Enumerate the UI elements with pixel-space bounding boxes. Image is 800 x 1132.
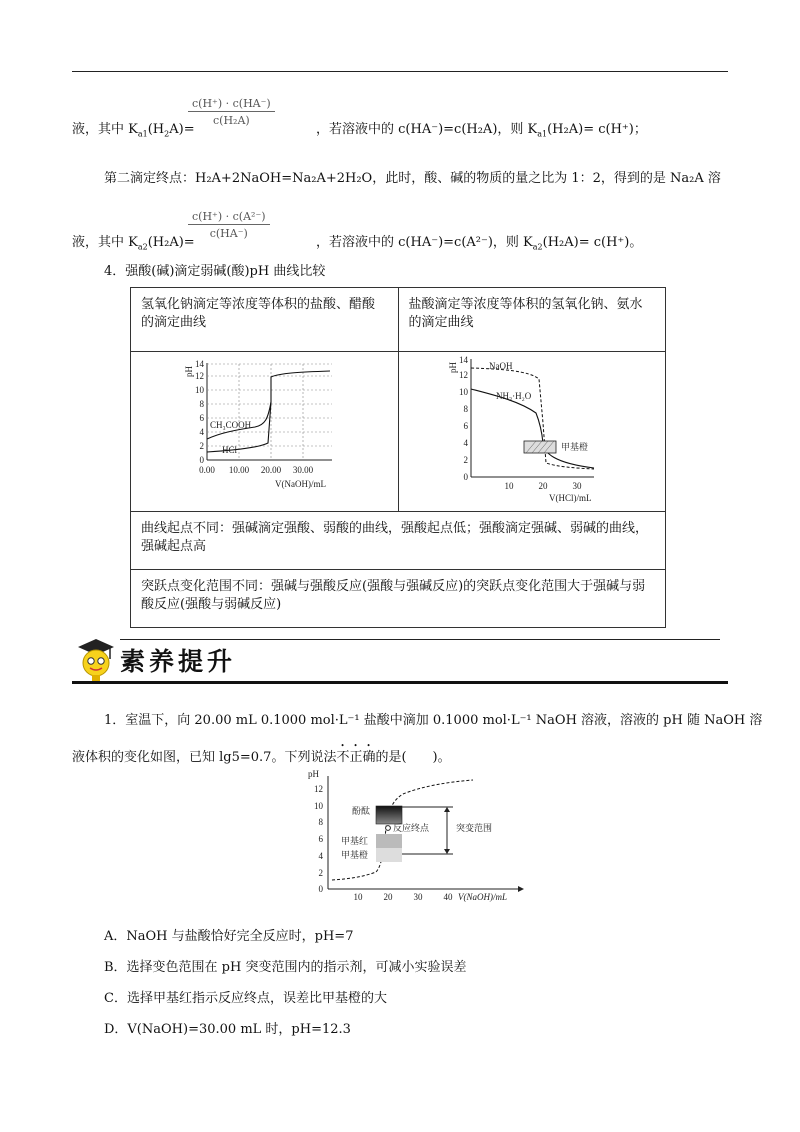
svg-text:10: 10 [195,385,204,395]
ka1-numerator: c(H⁺) · c(HA⁻) [192,97,271,110]
svg-text:0.00: 0.00 [199,465,215,475]
methyl-orange-band [524,441,556,453]
option-d: D．V(NaOH)=30.00 mL 时，pH=12.3 [104,1022,351,1037]
section-banner-title: 素养提升 [120,647,237,676]
naoh-curve [471,368,594,469]
svg-text:14: 14 [459,355,468,365]
question-1-line2: 液体积的变化如图，已知 lg5=0.7。下列说法不正确的是( )。 [72,750,451,765]
option-b: B．选择变色范围在 pH 突变范围内的指示剂，可减小实验误差 [104,960,467,975]
label-range: 突变范围 [456,823,493,833]
x-ticks [354,892,454,902]
emphasis-not-correct: 不正确 [336,750,376,765]
svg-text:30: 30 [572,481,582,491]
svg-text:6: 6 [463,421,468,431]
ka2-denominator: c(HA⁻) [209,227,248,240]
ka1-denominator: c(H₂A) [213,114,250,127]
svg-text:2: 2 [318,868,323,878]
y-ticks [459,355,469,482]
svg-text:0: 0 [199,455,204,465]
y-ticks [314,784,324,894]
svg-text:8: 8 [318,817,323,827]
label-methyl-orange: 甲基橙 [561,442,589,452]
svg-text:20.00: 20.00 [260,465,282,475]
table-head-left: 氢氧化钠滴定等浓度等体积的盐酸、醋酸的滴定曲线 [131,288,399,352]
label-nh3: NH₃·H₂O [496,391,532,401]
ka2-numerator: c(H⁺) · c(A²⁻) [192,210,266,223]
table-row-start-point: 曲线起点不同：强碱滴定强酸、弱酸的曲线，强酸起点低；强酸滴定强碱、弱碱的曲线，强碱起点高 [131,512,666,570]
label-phenolphthalein: 酚酞 [352,806,371,816]
svg-text:6: 6 [318,834,323,844]
banner-rule-thick [72,681,728,684]
nh3-curve [471,389,594,468]
x-ticks [199,465,314,475]
svg-text:10: 10 [353,892,363,902]
scholar-mascot-icon [72,637,118,683]
methyl-orange-band [376,848,402,862]
option-a: A．NaOH 与盐酸恰好完全反应时，pH=7 [104,929,354,944]
label-hcl: HCl [222,445,238,455]
option-c: C．选择甲基红指示反应终点，误差比甲基橙的大 [104,991,387,1006]
svg-text:12: 12 [314,784,323,794]
second-endpoint-line: 第二滴定终点：H₂A+2NaOH=Na₂A+2H₂O，此时，酸、碱的物质的量之比为 1：2，得到的是 Na₂A 溶 [104,171,721,186]
para1-tail: ，若溶液中的 c(HA⁻)=c(H₂A)，则 $K_{a1}(H_2A)= c(H^+)$； [316,122,647,139]
ka1-fraction [188,97,275,127]
svg-text:4: 4 [318,851,323,861]
label-methyl-orange: 甲基橙 [341,850,369,860]
chart-naoh-titration [180,357,350,497]
svg-text:30: 30 [413,892,423,902]
svg-text:20: 20 [383,892,393,902]
chart-question-titration [298,768,538,903]
svg-text:10: 10 [314,801,323,811]
y-ticks [195,359,205,465]
svg-text:10: 10 [504,481,514,491]
banner-rule-thin [120,639,720,640]
svg-text:0: 0 [318,884,323,894]
svg-text:8: 8 [463,404,468,414]
svg-text:4: 4 [463,438,468,448]
header-rule [72,71,728,72]
svg-text:0: 0 [463,472,468,482]
y-axis-label: pH [184,366,194,377]
x-axis-label: V(NaOH)/mL [458,892,507,902]
para3-line: 液，其中 $K_{a2}(H_2A)=$ [72,235,195,252]
x-axis-label: V(HCl)/mL [549,493,592,503]
table-row-jump-range: 突跃点变化范围不同：强碱与强酸反应(强酸与强碱反应)的突跃点变化范围大于强碱与弱酸反应(强酸与弱碱反应) [131,570,666,628]
endpoint-marker-icon [386,826,391,831]
svg-text:20: 20 [538,481,548,491]
svg-text:40: 40 [443,892,453,902]
label-endpoint: 反应终点 [393,823,430,833]
label-ch3cooh: CH₃COOH [210,420,252,430]
section-heading-4: 4．强酸(碱)滴定弱碱(酸)pH 曲线比较 [104,264,326,279]
section-banner [72,637,728,687]
svg-text:8: 8 [199,399,204,409]
svg-text:10.00: 10.00 [228,465,250,475]
svg-text:4: 4 [199,427,204,437]
para3-tail: ，若溶液中的 c(HA⁻)=c(A²⁻)，则 $K_{a2}(H_2A)= c(H^+)$。 [316,235,643,252]
table-head-right: 盐酸滴定等浓度等体积的氢氧化钠、氨水的滴定曲线 [398,288,666,352]
phenolphthalein-band [376,806,402,824]
svg-text:6: 6 [199,413,204,423]
y-axis-label: pH [308,769,319,779]
svg-text:12: 12 [459,370,468,380]
svg-text:12: 12 [195,371,204,381]
label-methyl-red: 甲基红 [341,836,369,846]
svg-text:10: 10 [459,387,468,397]
ka2-fraction [188,210,270,240]
svg-text:30.00: 30.00 [292,465,314,475]
question-1-line1: 1．室温下，向 20.00 mL 0.1000 mol·L⁻¹ 盐酸中滴加 0.1000 mol·L⁻¹ NaOH 溶液，溶液的 pH 随 NaOH 溶 [104,713,763,728]
methyl-red-band [376,834,402,848]
svg-text:14: 14 [195,359,204,369]
x-ticks [505,481,583,491]
chart-hcl-titration [444,353,614,503]
x-axis-label: V(NaOH)/mL [275,479,326,489]
y-axis-label: pH [448,362,458,373]
svg-text:2: 2 [199,441,204,451]
para1-line: 液，其中 $K_{a1}(H_2A)=$ [72,122,195,139]
svg-text:2: 2 [463,455,468,465]
label-naoh: NaOH [489,361,513,371]
